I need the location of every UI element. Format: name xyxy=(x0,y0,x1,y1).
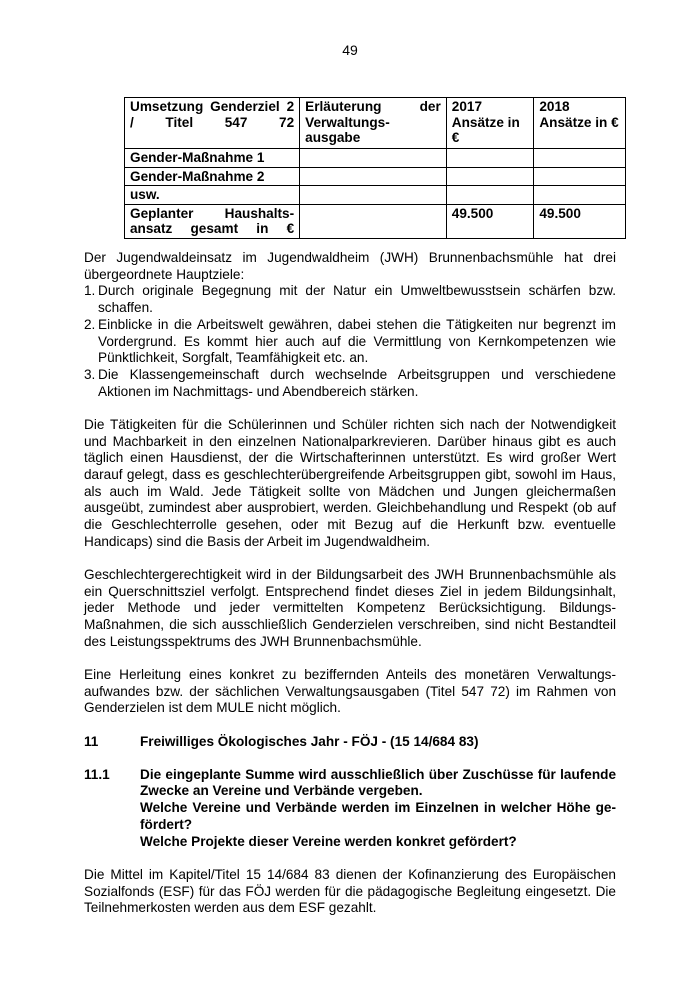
row-explanation xyxy=(300,149,447,168)
row-2017 xyxy=(446,167,534,186)
question-text xyxy=(140,767,616,851)
page-number: 49 xyxy=(342,42,358,58)
table-row xyxy=(125,149,626,168)
row-2017 xyxy=(446,186,534,205)
body-text xyxy=(84,250,616,917)
row-2018 xyxy=(534,167,626,186)
table-total-row xyxy=(125,204,626,238)
question-number: 11.1 xyxy=(84,766,110,782)
question-line: Welche Projekte dieser Vereine werden konkret gefördert? xyxy=(140,833,517,849)
list-number: 2. xyxy=(84,316,96,332)
row-2018 xyxy=(534,149,626,168)
list-text: Die Klassengemeinschaft durch wechselnde Arbeitsgruppen und verschiedene Aktionen im Nachmittags- und Abendbereich stärken. xyxy=(98,366,616,399)
total-2017: 49.500 xyxy=(446,204,534,238)
header-2018: 2018 Ansätze in € xyxy=(534,98,626,149)
total-explanation xyxy=(300,204,447,238)
list-item xyxy=(84,367,616,400)
section-number: 11 xyxy=(84,733,99,749)
header-measure: Umsetzung Genderziel 2 / Titel 547 72 xyxy=(125,98,300,149)
row-label: usw. xyxy=(125,186,300,205)
section-heading xyxy=(84,734,616,751)
list-number: 3. xyxy=(84,366,96,382)
table-row xyxy=(125,186,626,205)
gender-equality-paragraph: Geschlechtergerechtigkeit wird in der Bildungsarbeit des JWH Brunnenbachsmühle als ein Querschnittsziel verfolgt. Entsprechend findet dieses Ziel in jedem Bildungsinhalt, jeder Methode und jeder vermittelten Kompetenz Berücksichtigung. Bildungs-Maßnahmen, die sich ausschließlich Genderzielen verschreiben, sind nicht Bestandteil des Leistungsspektrums des JWH Brunnenbachsmühle. xyxy=(84,566,616,649)
aims-list xyxy=(84,283,616,400)
list-text: Einblicke in die Arbeitswelt gewähren, dabei stehen die Tätigkeiten nur begrenzt im Vordergrund. Es kommt hier auch auf die Vermittlung von Kernkompetenzen wie Pünktlichkeit, Sorgfalt, Teamfähigkeit etc. an. xyxy=(98,316,616,366)
list-text: Durch originale Begegnung mit der Natur ein Umweltbewusstsein schärfen bzw. schaffen. xyxy=(98,283,616,316)
row-explanation xyxy=(300,186,447,205)
section-title: Freiwilliges Ökologisches Jahr - FÖJ - (15 14/684 83) xyxy=(140,733,479,749)
header-2017: 2017 Ansätze in € xyxy=(446,98,534,149)
table-row xyxy=(125,167,626,186)
header-explanation: Erläuterung der Verwaltungs-ausgabe xyxy=(300,98,447,149)
row-2018 xyxy=(534,186,626,205)
activities-paragraph: Die Tätigkeiten für die Schülerinnen und Schüler richten sich nach der Notwendigkeit und Machbarkeit in den einzelnen Nationalparkrevieren. Darüber hinaus gibt es auch täglich einen Hausdienst, der die Wirtschafterinnen unterstützt. Es wird großer Wert darauf gelegt, dass es geschlechterübergreifende Arbeitsgruppen gibt, sowohl im Haus, als auch im Wald. Jede Tätigkeit sollte von Mädchen und Jungen gleichermaßen ausgeübt, zumindest aber ausprobiert, werden. Gleichbehandlung und Respekt (ob auf die Geschlechterrolle gesehen, oder mit Bezug auf die Herkunft bzw. eventuelle Handicaps) sind die Basis der Arbeit im Jugendwaldheim. xyxy=(84,416,616,549)
question-line: Welche Vereine und Verbände werden im Einzelnen in welcher Höhe gefördert? xyxy=(140,800,616,832)
derivation-paragraph: Eine Herleitung eines konkret zu beziffernden Anteils des monetären Verwaltungsaufwandes bzw. der sächlichen Verwaltungsausgaben (Titel 547 72) im Rahmen von Genderzielen ist dem MULE nicht möglich. xyxy=(84,666,616,716)
list-item xyxy=(84,317,616,367)
list-item xyxy=(84,283,616,316)
answer-paragraph: Die Mittel im Kapitel/Titel 15 14/684 83 dienen der Kofinanzierung des Europäischen Sozialfonds (ESF) für das FÖJ werden für die pädagogische Begleitung eingesetzt. Die Teilnehmerkosten werden aus dem ESF gezahlt. xyxy=(84,866,616,916)
question-block xyxy=(84,767,616,851)
total-label: Geplanter Haushalts-ansatz gesamt in € xyxy=(125,204,300,238)
table-header-row xyxy=(125,98,626,149)
list-number: 1. xyxy=(84,283,96,299)
row-label: Gender-Maßnahme 2 xyxy=(125,167,300,186)
row-explanation xyxy=(300,167,447,186)
question-line: Die eingeplante Summe wird ausschließlich über Zuschüsse für laufende Zwecke an Vereine und Verbände vergeben. xyxy=(140,766,616,799)
row-2017 xyxy=(446,149,534,168)
total-2018: 49.500 xyxy=(534,204,626,238)
row-label: Gender-Maßnahme 1 xyxy=(125,149,300,168)
intro-paragraph: Der Jugendwaldeinsatz im Jugendwaldheim (JWH) Brunnenbachsmühle hat drei übergeordnete Hauptziele: xyxy=(84,250,616,282)
budget-table xyxy=(124,97,626,239)
